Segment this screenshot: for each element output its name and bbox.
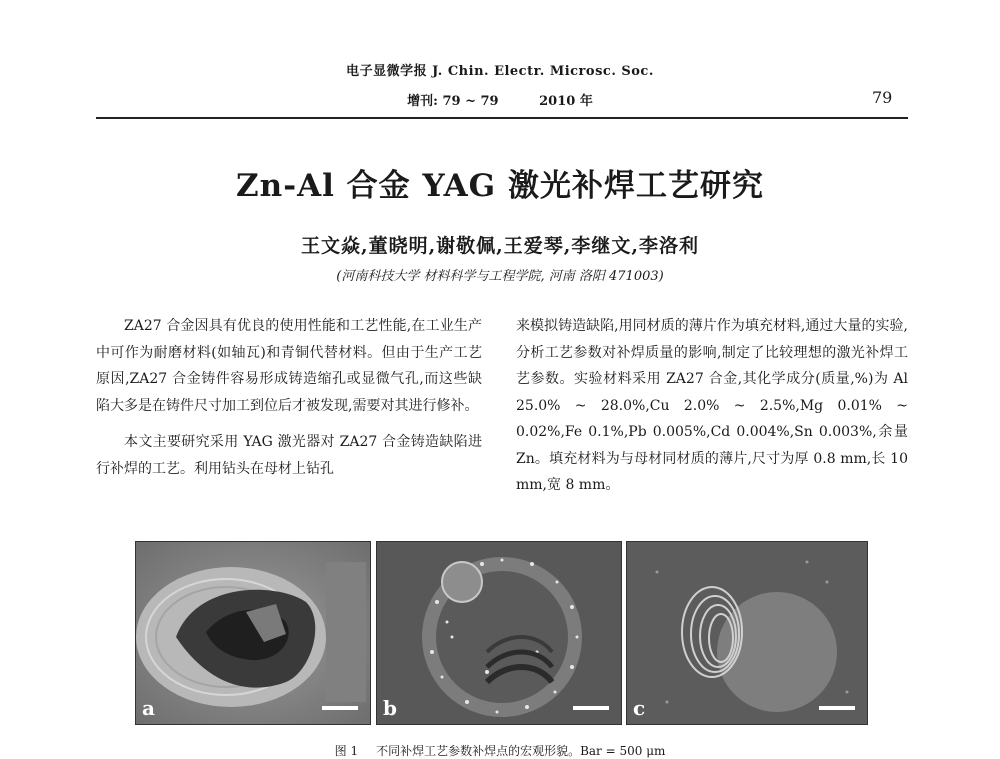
body-column-left: [96, 313, 482, 482]
figure-caption: [0, 742, 1000, 759]
figure-caption-text: 不同补焊工艺参数补焊点的宏观形貌。Bar = 500 μm: [376, 744, 666, 758]
article-title: Zn-Al 合金 YAG 激光补焊工艺研究: [236, 168, 764, 204]
panel-label: a: [142, 696, 155, 720]
figure-label: 图 1: [334, 744, 359, 758]
figure-panel-b: [376, 541, 622, 725]
micrograph-a-image: [136, 542, 370, 724]
panel-label: b: [383, 696, 397, 720]
body-column-right: [516, 313, 908, 499]
header-rule: [96, 117, 908, 119]
figure-panel-c: [626, 541, 868, 725]
paragraph: ZA27 合金因具有优良的使用性能和工艺性能,在工业生产中可作为耐磨材料(如轴瓦)和青铜代替材料。但由于生产工艺原因,ZA27 合金铸件容易形成铸造缩孔或显微气孔,而这些缺陷大多是在铸件尺寸加工到位后才被发现,需要对其进行修补。: [96, 318, 482, 414]
panel-label: c: [633, 696, 646, 720]
micrograph-b-image: [377, 542, 621, 724]
scale-bar: [573, 706, 609, 710]
article-affiliation: (河南科技大学 材料科学与工程学院, 河南 洛阳 471003): [336, 269, 664, 284]
scale-bar: [322, 706, 358, 710]
figure-panel-a: [135, 541, 371, 725]
issue-year: 2010 年: [539, 94, 593, 109]
micrograph-c-image: [627, 542, 867, 724]
page-number: 79: [872, 88, 893, 107]
article-authors: 王文焱,董晓明,谢敬佩,王爱琴,李继文,李洛利: [300, 235, 700, 257]
paragraph: 来模拟铸造缺陷,用同材质的薄片作为填充材料,通过大量的实验,分析工艺参数对补焊质量的影响,制定了比较理想的激光补焊工艺参数。实验材料采用 ZA27 合金,其化学成分(质量,%)为 Al 25.0% ~ 28.0%,Cu 2.0% ~ 2.5%,Mg 0.01% ~ 0.02%,Fe 0.1%,Pb 0.005%,Cd 0.004%,Sn 0.003%,余量 Zn。填充材料为与母材同材质的薄片,尺寸为厚 0.8 mm,长 10 mm,宽 8 mm。: [516, 318, 908, 493]
journal-header: 电子显微学报 J. Chin. Electr. Microsc. Soc.: [346, 64, 654, 79]
issue-line: [0, 90, 1000, 109]
scale-bar: [819, 706, 855, 710]
issue-info: 增刊: 79 ~ 79: [407, 94, 499, 109]
paragraph: 本文主要研究采用 YAG 激光器对 ZA27 合金铸造缺陷进行补焊的工艺。利用钻头在母材上钻孔: [96, 434, 482, 477]
